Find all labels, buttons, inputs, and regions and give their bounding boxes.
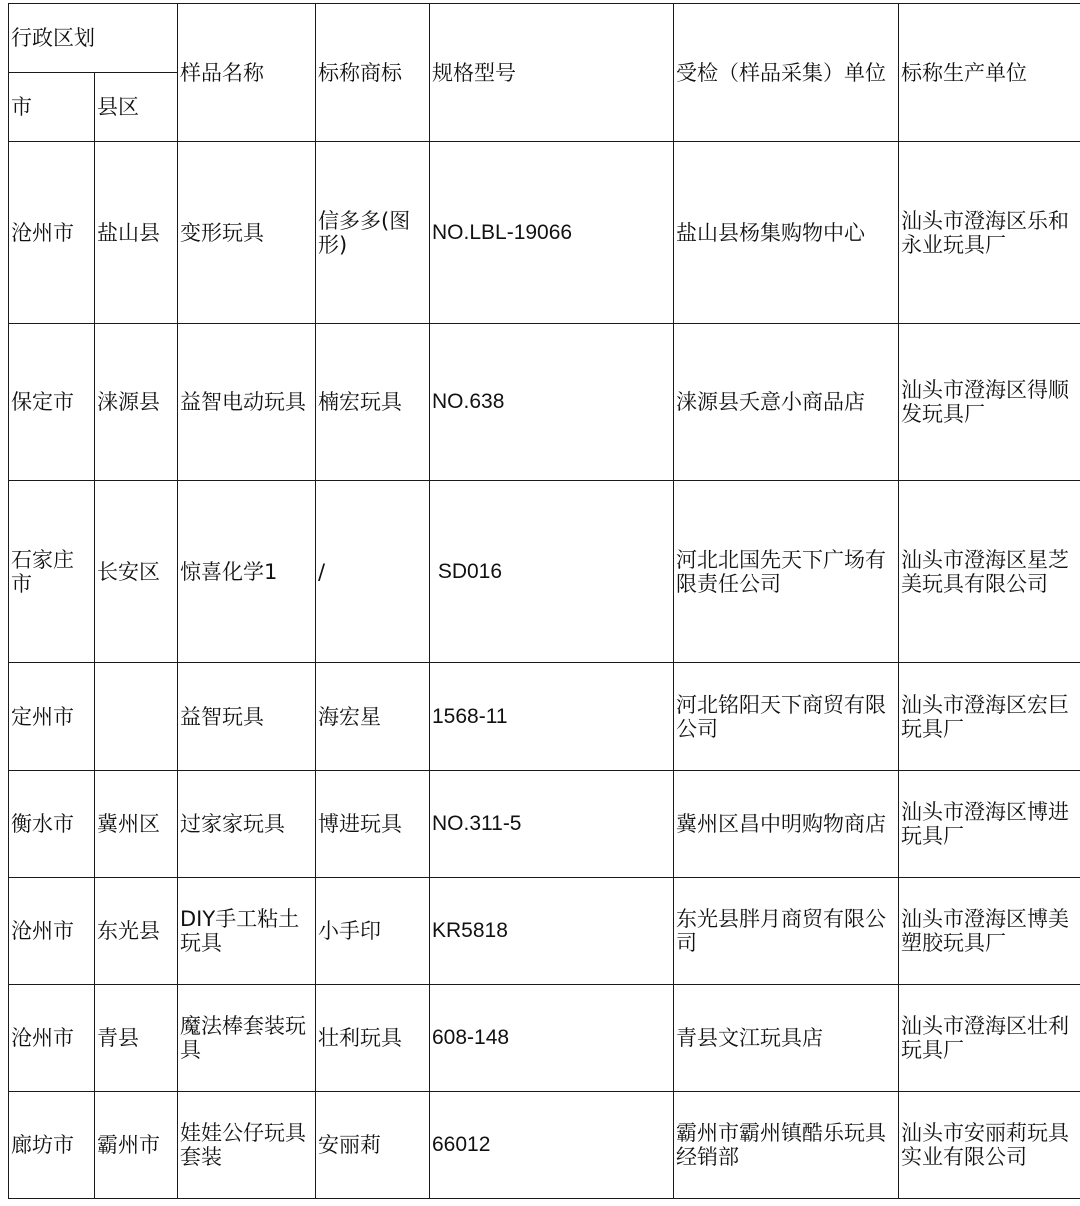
cell-city: 定州市 <box>9 663 95 771</box>
cell-inspected-unit: 霸州市霸州镇酷乐玩具经销部 <box>674 1092 899 1199</box>
cell-sample-name: 惊喜化学1 <box>178 481 316 663</box>
cell-model: NO.638 <box>430 324 674 481</box>
cell-sample-name: DIY手工粘土玩具 <box>178 878 316 985</box>
cell-brand: 壮利玩具 <box>316 985 430 1092</box>
cell-sample-name: 益智电动玩具 <box>178 324 316 481</box>
header-model: 规格型号 <box>430 4 674 142</box>
cell-sample-name: 魔法棒套装玩具 <box>178 985 316 1092</box>
cell-city: 沧州市 <box>9 878 95 985</box>
cell-city: 石家庄市 <box>9 481 95 663</box>
header-manufacturer: 标称生产单位 <box>899 4 1080 142</box>
header-row <box>9 4 1080 73</box>
cell-inspected-unit: 冀州区昌中明购物商店 <box>674 771 899 878</box>
cell-brand: 海宏星 <box>316 663 430 771</box>
cell-model: SD016 <box>430 481 674 663</box>
cell-city: 保定市 <box>9 324 95 481</box>
cell-model: 66012 <box>430 1092 674 1199</box>
cell-model: KR5818 <box>430 878 674 985</box>
cell-brand: 楠宏玩具 <box>316 324 430 481</box>
cell-model: 1568-11 <box>430 663 674 771</box>
table-row <box>9 481 1080 663</box>
sample-table <box>8 3 1080 1199</box>
cell-county: 青县 <box>95 985 178 1092</box>
cell-inspected-unit: 河北铭阳天下商贸有限公司 <box>674 663 899 771</box>
cell-county: 涞源县 <box>95 324 178 481</box>
cell-manufacturer: 汕头市澄海区乐和永业玩具厂 <box>899 142 1080 324</box>
table-row <box>9 142 1080 324</box>
cell-inspected-unit: 河北北国先天下广场有限责任公司 <box>674 481 899 663</box>
cell-county: 冀州区 <box>95 771 178 878</box>
header-city: 市 <box>9 73 95 142</box>
cell-county <box>95 663 178 771</box>
cell-manufacturer: 汕头市安丽莉玩具实业有限公司 <box>899 1092 1080 1199</box>
table-row <box>9 878 1080 985</box>
cell-sample-name: 娃娃公仔玩具套装 <box>178 1092 316 1199</box>
cell-model: NO.311-5 <box>430 771 674 878</box>
cell-manufacturer: 汕头市澄海区壮利玩具厂 <box>899 985 1080 1092</box>
cell-sample-name: 过家家玩具 <box>178 771 316 878</box>
cell-manufacturer: 汕头市澄海区星芝美玩具有限公司 <box>899 481 1080 663</box>
cell-manufacturer: 汕头市澄海区博美塑胶玩具厂 <box>899 878 1080 985</box>
cell-city: 沧州市 <box>9 142 95 324</box>
cell-manufacturer: 汕头市澄海区得顺发玩具厂 <box>899 324 1080 481</box>
cell-city: 衡水市 <box>9 771 95 878</box>
header-sample-name: 样品名称 <box>178 4 316 142</box>
table-row <box>9 663 1080 771</box>
header-brand: 标称商标 <box>316 4 430 142</box>
cell-inspected-unit: 涞源县夭意小商品店 <box>674 324 899 481</box>
cell-sample-name: 益智玩具 <box>178 663 316 771</box>
cell-brand: / <box>316 481 430 663</box>
cell-county: 长安区 <box>95 481 178 663</box>
header-county: 县区 <box>95 73 178 142</box>
table-row <box>9 985 1080 1092</box>
table-row <box>9 324 1080 481</box>
table-row <box>9 1092 1080 1199</box>
cell-inspected-unit: 东光县胖月商贸有限公司 <box>674 878 899 985</box>
cell-brand: 信多多(图形) <box>316 142 430 324</box>
cell-city: 沧州市 <box>9 985 95 1092</box>
cell-sample-name: 变形玩具 <box>178 142 316 324</box>
cell-model: NO.LBL-19066 <box>430 142 674 324</box>
cell-county: 盐山县 <box>95 142 178 324</box>
cell-county: 霸州市 <box>95 1092 178 1199</box>
header-region: 行政区划 <box>9 4 178 73</box>
cell-inspected-unit: 盐山县杨集购物中心 <box>674 142 899 324</box>
cell-brand: 安丽莉 <box>316 1092 430 1199</box>
cell-county: 东光县 <box>95 878 178 985</box>
cell-model: 608-148 <box>430 985 674 1092</box>
cell-brand: 博进玩具 <box>316 771 430 878</box>
cell-city: 廊坊市 <box>9 1092 95 1199</box>
cell-brand: 小手印 <box>316 878 430 985</box>
header-inspected-unit: 受检（样品采集）单位 <box>674 4 899 142</box>
table-row <box>9 771 1080 878</box>
cell-manufacturer: 汕头市澄海区博进玩具厂 <box>899 771 1080 878</box>
cell-inspected-unit: 青县文江玩具店 <box>674 985 899 1092</box>
cell-manufacturer: 汕头市澄海区宏巨玩具厂 <box>899 663 1080 771</box>
